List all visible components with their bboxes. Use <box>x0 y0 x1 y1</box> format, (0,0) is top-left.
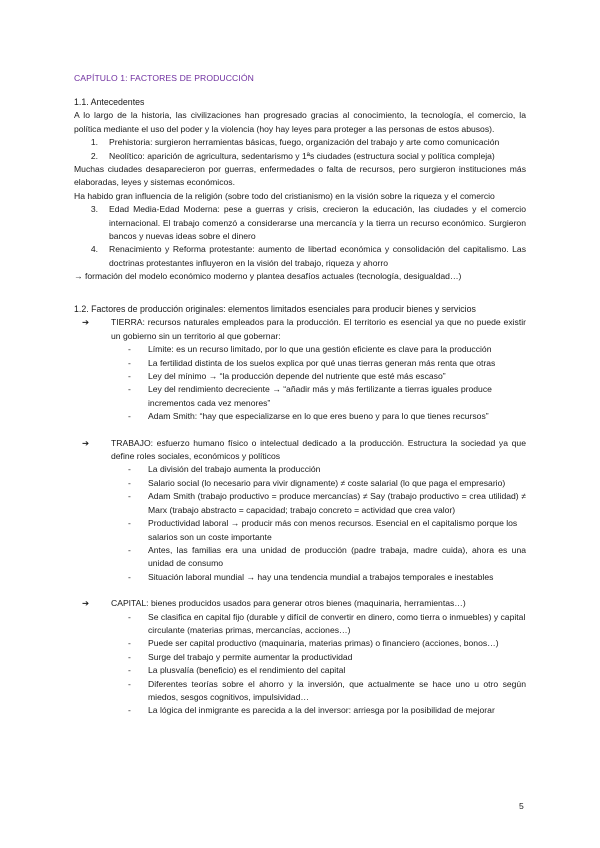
list-number: 2. <box>90 150 98 161</box>
list-item: - Adam Smith (trabajo productivo = produce mercancías) ≠ Say (trabajo productivo = crea utilidad) ≠ Marx (trabajo abstracto = capacidad; trabajo concreto = actividad que crea valor) <box>128 491 526 515</box>
list-item: - Adam Smith: “hay que especializarse en lo que eres bueno y para lo que tienes recursos” <box>128 411 489 422</box>
intro-paragraph: A lo largo de la historia, las civilizaciones han progresado gracias al conocimiento, la tecnología, el comercio, la política mediante el uso del poder y la violencia (hoy hay leyes para proteger a las personas de estos abusos). <box>74 110 526 134</box>
list-item <box>74 150 526 163</box>
bullet-list <box>74 463 526 584</box>
arrow-icon: ➔ <box>82 437 90 448</box>
factor-trabajo <box>74 437 526 464</box>
list-item <box>74 243 526 270</box>
list-item: - La división del trabajo aumenta la producción <box>128 464 321 475</box>
list-item: - Puede ser capital productivo (maquinaria, materias primas) o financiero (acciones, bonos…) <box>128 638 499 649</box>
arrow-icon: ➔ <box>82 598 90 609</box>
list-item <box>74 136 526 149</box>
bullet-list <box>74 343 526 423</box>
section-factores <box>74 303 526 718</box>
bullet-list <box>74 611 526 718</box>
list-item: - Ley del rendimiento decreciente → “añadir más y más fertilizante a tierras iguales produce incrementos cada vez menores” <box>128 384 492 408</box>
list-item: - Se clasifica en capital fijo (durable y difícil de convertir en dinero, como tierra o inmuebles) y capital circulante (materias primas, mercancías, acciones…) <box>128 611 526 635</box>
list-number: 1. <box>90 137 98 148</box>
factor-lead: TRABAJO: esfuerzo humano físico o intelectual dedicado a la producción. Estructura la sociedad ya que define roles sociales, económicos y políticos <box>111 437 526 462</box>
list-number: 4. <box>90 244 98 255</box>
factor-capital <box>74 597 526 610</box>
list-item: - Productividad laboral → producir más con menos recursos. Esencial en el capitalismo porque los salarios son un coste importante <box>128 518 518 542</box>
section-heading: 1.2. Factores de producción originales: elementos limitados esenciales para producir bienes y servicios <box>74 304 476 314</box>
list-item: - Diferentes teorías sobre el ahorro y la inversión, que actualmente se hace uno u otro según miedos, sesgos cognitivos, impulsividad… <box>128 678 526 702</box>
list-item-text: Renacimiento y Reforma protestante: aumento de libertad económica y consolidación del capitalismo. Las doctrinas protestantes influyeron en la visión del trabajo, riqueza y ahorro <box>109 244 526 268</box>
list-item: - Situación laboral mundial → hay una tendencia mundial a trabajos temporales e inestables <box>128 571 494 582</box>
numbered-list <box>74 203 526 270</box>
list-item: - La lógica del inmigrante es parecida a la del inversor: arriesga por la posibilidad de mejorar <box>128 705 495 716</box>
list-item-text: Prehistoria: surgieron herramientas básicas, fuego, organización del trabajo y arte como comunicación <box>109 137 500 148</box>
list-item <box>74 203 526 243</box>
chapter-title: CAPÍTULO 1: FACTORES DE PRODUCCIÓN <box>74 73 254 83</box>
factor-lead: CAPITAL: bienes producidos usados para generar otros bienes (maquinaria, herramientas…) <box>111 598 466 609</box>
section-heading: 1.1. Antecedentes <box>74 97 145 107</box>
conclusion-line: → formación del modelo económico moderno y plantea desafíos actuales (tecnología, desigualdad…) <box>74 271 462 282</box>
section-antecedentes <box>74 96 526 284</box>
numbered-list <box>74 136 526 163</box>
factor-tierra <box>74 316 526 343</box>
religion-paragraph: Ha habido gran influencia de la religión (sobre todo del cristianismo) en la visión sobre la riqueza y el comercio <box>74 190 495 201</box>
middle-paragraph: Muchas ciudades desaparecieron por guerras, enfermedades o falta de recursos, pero surgieron instituciones más elaboradas, leyes y sistemas económicos. <box>74 164 526 188</box>
list-item: - Límite: es un recurso limitado, por lo que una gestión eficiente es clave para la producción <box>128 344 492 355</box>
list-item: - La fertilidad distinta de los suelos explica por qué unas tierras generan más renta que otras <box>128 357 496 368</box>
list-number: 3. <box>90 204 98 215</box>
list-item: - Antes, las familias era una unidad de producción (padre trabaja, madre cuida), ahora es una unidad de consumo <box>128 544 526 569</box>
list-item-text: Neolítico: aparición de agricultura, sedentarismo y 1ªs ciudades (estructura social y política compleja) <box>109 150 495 161</box>
factor-lead: TIERRA: recursos naturales empleados para la producción. El territorio es esencial ya que no puede existir un gobierno sin un territorio al que gobernar: <box>111 317 526 341</box>
arrow-icon: ➔ <box>82 317 90 328</box>
list-item: - Ley del mínimo → “la producción depende del nutriente que esté más escaso” <box>128 371 446 382</box>
list-item-text: Edad Media-Edad Moderna: pese a guerras y crisis, crecieron la educación, las ciudades y el comercio internacional. El trabajo comenzó a considerarse una mercancía y la tierra un recurso económico. Surgieron bancos y nuevas ideas sobre el dinero <box>109 204 526 242</box>
list-item: - La plusvalía (beneficio) es el rendimiento del capital <box>128 665 346 676</box>
list-item: - Salario social (lo necesario para vivir dignamente) ≠ coste salarial (lo que paga el empresario) <box>128 477 506 488</box>
list-item: - Surge del trabajo y permite aumentar la productividad <box>128 651 353 662</box>
page-number: 5 <box>519 801 524 811</box>
